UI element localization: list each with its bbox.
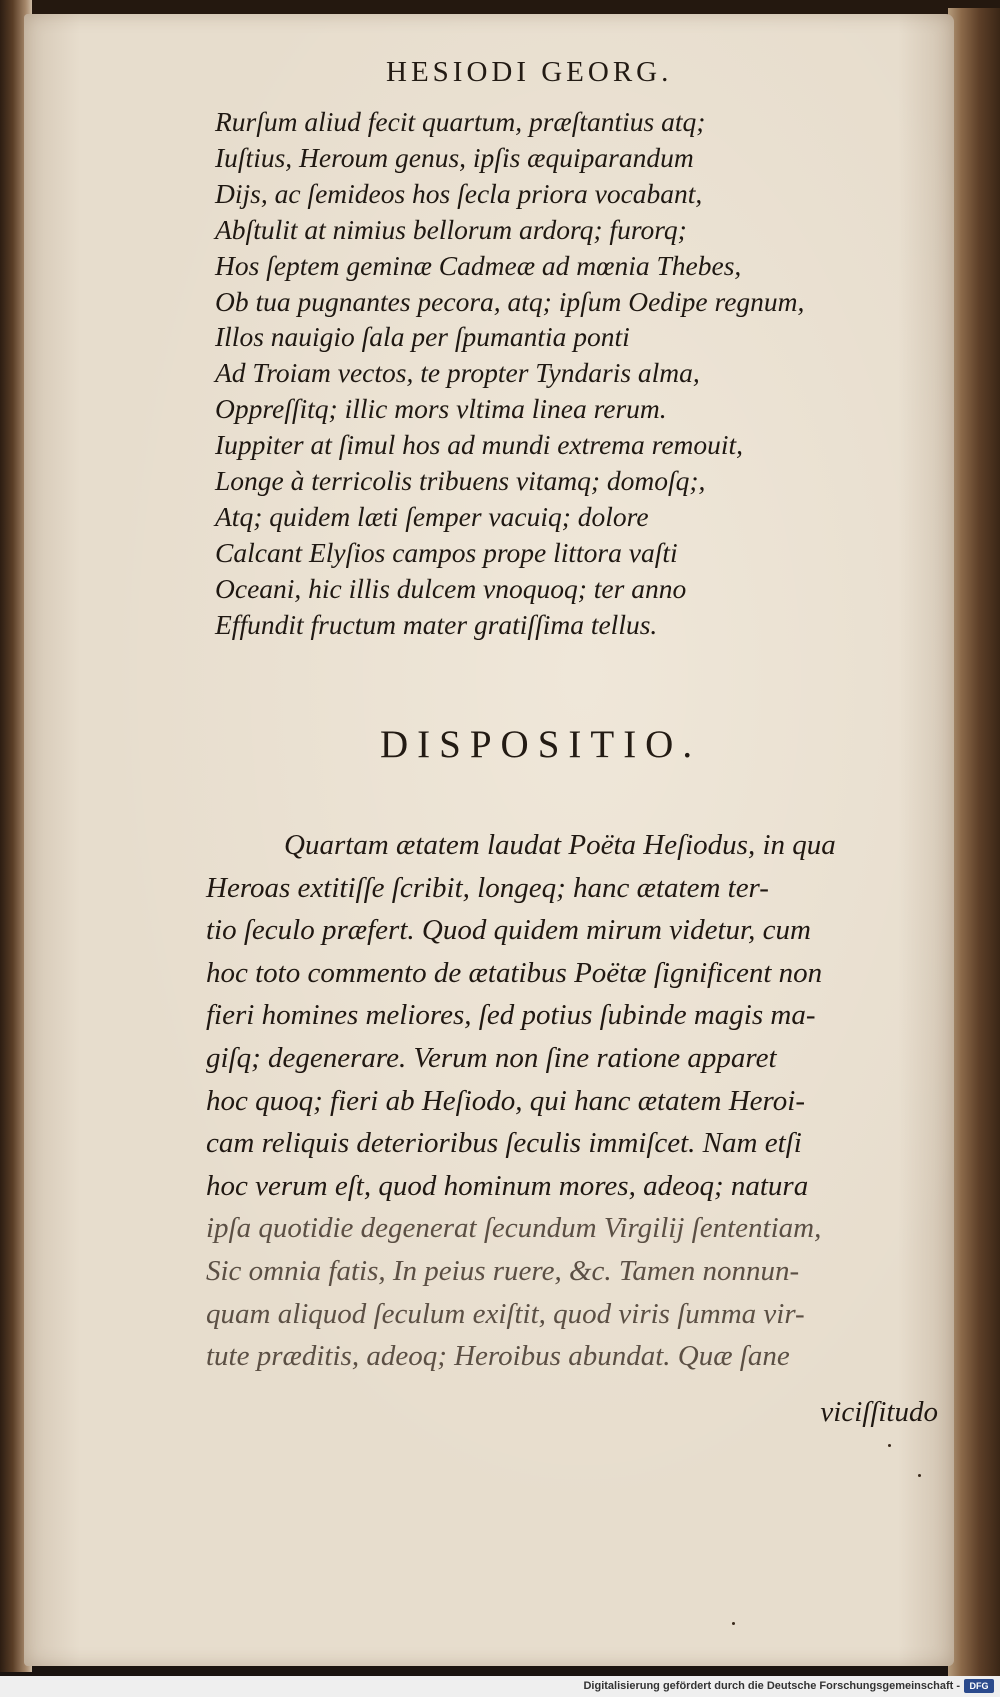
prose-line: Sic omnia fatis, In peius ruere, &c. Tamen nonnun-	[206, 1254, 800, 1287]
prose-line: giſq; degenerare. Verum non ſine ratione apparet	[206, 1041, 777, 1074]
prose-line: tio ſeculo præfert. Quod quidem mirum videtur, cum	[206, 914, 811, 947]
verse-line: Abſtulit at nimius bellorum ardorq; furorq;	[215, 213, 687, 245]
prose-line: hoc verum eſt, quod hominum mores, adeoq; natura	[206, 1169, 809, 1202]
verse-line: Iuppiter at ſimul hos ad mundi extrema remouit,	[215, 429, 744, 461]
verse-block	[215, 104, 935, 643]
prose-line: ipſa quotidie degenerat ſecundum Virgilij ſententiam,	[206, 1212, 822, 1245]
prose-block	[206, 824, 946, 1378]
verse-line: Dijs, ac ſemideos hos ſecla priora vocabant,	[215, 177, 703, 209]
prose-line: tute præditis, adeoq; Heroibus abundat. Quæ ſane	[206, 1340, 790, 1373]
prose-line: Heroas extitiſſe ſcribit, longeq; hanc ætatem ter-	[206, 871, 769, 904]
verse-line: Oppreſſitq; illic mors vltima linea rerum.	[215, 393, 667, 425]
verse-line: Longe à terricolis tribuens vitamq; domoſq;,	[215, 465, 706, 497]
section-heading: DISPOSITIO.	[380, 723, 702, 766]
verse-line: Rurſum aliud fecit quartum, præſtantius atq;	[215, 106, 706, 137]
verse-line: Hos ſeptem geminæ Cadmeæ ad mœnia Thebes,	[215, 249, 742, 281]
verse-line: Atq; quidem læti ſemper vacuiq; dolore	[215, 500, 649, 532]
ink-speck	[918, 1474, 921, 1477]
footer-credit: Digitalisierung gefördert durch die Deutsche Forschungsgemeinschaft -	[583, 1680, 960, 1692]
verse-line: Ob tua pugnantes pecora, atq; ipſum Oedipe regnum,	[215, 285, 805, 317]
verse-line: Calcant Elyſios campos prope littora vaſti	[215, 536, 678, 568]
verse-line: Oceani, hic illis dulcem vnoquoq; ter anno	[215, 572, 687, 604]
catchword: viciſſitudo	[820, 1396, 938, 1428]
prose-line: hoc toto commento de ætatibus Poëtæ ſignificent non	[206, 956, 823, 989]
prose-line: fieri homines meliores, ſed potius ſubinde magis ma-	[206, 999, 816, 1032]
verse-line: Effundit fructum mater gratiſſima tellus.	[215, 608, 658, 640]
verse-line: Illos nauigio ſala per ſpumantia ponti	[215, 321, 630, 353]
book-cover-edge-right	[948, 8, 1000, 1676]
prose-line: quam aliquod ſeculum exiſtit, quod viris ſumma vir-	[206, 1297, 805, 1330]
verse-line: Ad Troiam vectos, te propter Tyndaris alma,	[215, 357, 700, 389]
verse-line: Iuſtius, Heroum genus, ipſis æquiparandum	[215, 141, 694, 173]
ink-speck	[888, 1444, 891, 1447]
prose-line: hoc quoq; fieri ab Heſiodo, qui hanc ætatem Heroi-	[206, 1084, 805, 1117]
prose-line: Quartam ætatem laudat Poëta Heſiodus, in qua	[284, 829, 836, 861]
dfg-logo: DFG	[964, 1679, 994, 1693]
prose-line: cam reliquis deterioribus ſeculis immiſcet. Nam etſi	[206, 1127, 802, 1160]
ink-speck	[732, 1622, 735, 1625]
running-head: HESIODI GEORG.	[386, 56, 673, 88]
